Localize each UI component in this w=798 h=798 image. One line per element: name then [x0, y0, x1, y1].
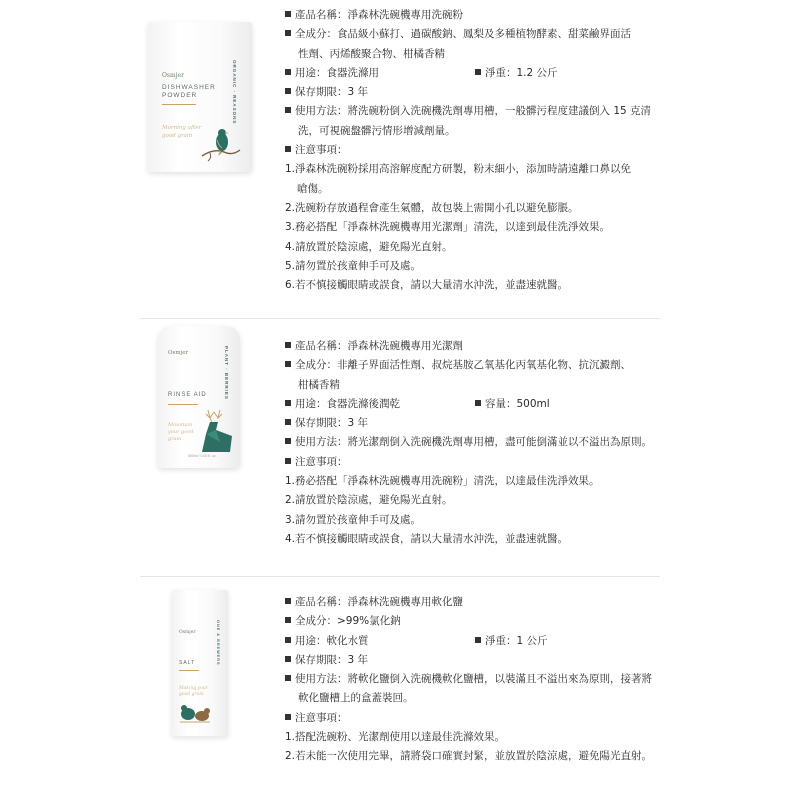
bullet-square-icon: [285, 400, 291, 406]
package-product-name: DISHWASHER POWDER: [162, 84, 216, 100]
ingredients-row: 全成分：>99%氯化鈉: [285, 612, 652, 631]
section-divider: [140, 318, 660, 319]
note-item: 5.請勿置於孩童伸手可及處。: [285, 259, 422, 272]
package-vertical-text: PLANT ⋅ BERRIES: [224, 346, 229, 400]
bullet-square-icon: [285, 361, 291, 367]
bullet-square-icon: [285, 675, 291, 681]
note-item: 1.淨森林洗碗粉採用高溶解度配方研製，粉末細小，添加時請遠離口鼻以免: [285, 163, 632, 176]
package-script-text: Mountain your good grain: [168, 422, 194, 442]
shelf-life-row: 保存期限：3 年: [285, 651, 652, 670]
bullet-square-icon: [475, 400, 481, 406]
bullet-square-icon: [475, 637, 481, 643]
package-brand: Osmjer: [179, 630, 196, 635]
ingredients-row-cont: 性劑、丙烯酸聚合物、柑橘香精: [298, 47, 445, 60]
bullet-square-icon: [285, 30, 291, 36]
package-brand: Osmjer: [162, 72, 184, 79]
ingredients-row: 全成分：非離子界面活性劑、叔烷基胺乙氧基化丙氧基化物、抗沉澱劑、: [285, 356, 652, 375]
notes-heading: 注意事項：: [285, 453, 652, 472]
bullet-square-icon: [285, 88, 291, 94]
note-item: 2.洗碗粉存放過程會產生氣體，故包裝上需開小孔以避免膨脹。: [285, 201, 579, 214]
package-product-name: SALT: [179, 660, 196, 666]
product-name-row: 產品名稱：淨森林洗碗機專用光潔劑: [285, 337, 652, 356]
section-divider: [140, 576, 660, 577]
shelf-life-row: 保存期限：3 年: [285, 83, 651, 102]
ingredients-row-cont: 柑橘香精: [298, 378, 340, 391]
note-item-cont: 嗆傷。: [297, 182, 329, 195]
note-item: 2.請放置於陰涼處，避免陽光直射。: [285, 494, 453, 507]
salt-package-image: [172, 590, 228, 736]
package-accent-line: [179, 670, 199, 671]
notes-heading: 注意事項：: [285, 709, 652, 728]
bullet-square-icon: [285, 458, 291, 464]
bullet-square-icon: [285, 342, 291, 348]
usage-volume-row: 用途：食器洗滌用 淨重：1.2 公斤: [285, 64, 651, 83]
usage-volume-row: 用途：軟化水質 淨重：1 公斤: [285, 632, 652, 651]
bullet-square-icon: [285, 598, 291, 604]
package-accent-line: [162, 104, 196, 105]
salt-details: [285, 593, 652, 767]
note-item: 6.若不慎接觸眼睛或誤食，請以大量清水沖洗，並盡速就醫。: [285, 279, 569, 292]
bullet-square-icon: [285, 617, 291, 623]
product-name-row: 產品名稱：淨森林洗碗機專用洗碗粉: [285, 6, 651, 25]
rinse-aid-package-image: [158, 326, 240, 468]
bullet-square-icon: [285, 637, 291, 643]
package-script-text: Morning after good grain: [162, 125, 202, 139]
bird-illustration-icon: [200, 126, 242, 162]
note-item: 2.若未能一次使用完畢，請將袋口確實封緊，並放置於陰涼處，避免陽光直射。: [285, 750, 653, 763]
usage-volume-row: 用途：食器洗滌後潤乾 容量：500ml: [285, 395, 652, 414]
package-vertical-text: ONE & BREWERS: [216, 620, 220, 666]
method-row: 使用方法：將洗碗粉倒入洗碗機洗劑專用槽，一般髒污程度建議倒入 15 克清: [285, 102, 651, 121]
note-item: 1.務必搭配「淨森林洗碗機專用洗碗粉」清洗，以達最佳洗淨效果。: [285, 475, 600, 488]
bullet-square-icon: [285, 419, 291, 425]
rinse-aid-details: [285, 337, 652, 549]
method-row: 使用方法：將軟化鹽倒入洗碗機軟化鹽槽，以裝滿且不溢出來為原則，接著將: [285, 670, 652, 689]
deer-illustration-icon: [194, 408, 238, 454]
bullet-square-icon: [285, 146, 291, 152]
note-item: 3.請勿置於孩童伸手可及處。: [285, 513, 422, 526]
package-vertical-text: ORGANIC ⋅ REASONS: [232, 60, 237, 125]
note-item: 3.務必搭配「淨森林洗碗機專用光潔劑」清洗，以達到最佳洗淨效果。: [285, 221, 611, 234]
bullet-square-icon: [285, 656, 291, 662]
note-item: 1.搭配洗碗粉、光潔劑使用以達最佳洗滌效果。: [285, 731, 506, 744]
dishwasher-powder-details: [285, 6, 651, 295]
bullet-square-icon: [285, 107, 291, 113]
note-item: 4.請放置於陰涼處，避免陽光直射。: [285, 240, 453, 253]
product-name-row: 產品名稱：淨森林洗碗機專用軟化鹽: [285, 593, 652, 612]
bullet-square-icon: [285, 438, 291, 444]
dishwasher-powder-package-image: [148, 22, 252, 172]
ingredients-row: 全成分：食品級小蘇打、過碳酸鈉、鳳梨及多種植物酵素、甜菜鹼界面活: [285, 25, 651, 44]
note-item: 4.若不慎接觸眼睛或誤食，請以大量清水沖洗，並盡速就醫。: [285, 532, 569, 545]
package-accent-line: [168, 404, 198, 405]
package-brand: Osmjer: [168, 350, 189, 356]
bullet-square-icon: [285, 11, 291, 17]
bullet-square-icon: [285, 69, 291, 75]
method-row-cont: 軟化鹽槽上的盒蓋裝回。: [298, 692, 414, 705]
package-script-text: Making your good grain: [179, 686, 208, 697]
notes-heading: 注意事項：: [285, 141, 651, 160]
method-row: 使用方法：將光潔劑倒入洗碗機洗劑專用槽，盡可能倒滿並以不溢出為原則。: [285, 433, 652, 452]
package-net-volume: 500ml / 0.00 fl. oz.: [188, 454, 217, 458]
method-row-cont: 洗，可視碗盤髒污情形增減劑量。: [298, 124, 456, 137]
bullet-square-icon: [475, 69, 481, 75]
animals-illustration-icon: [178, 698, 212, 724]
shelf-life-row: 保存期限：3 年: [285, 414, 652, 433]
bullet-square-icon: [285, 714, 291, 720]
package-product-name: RINSE AID: [168, 392, 207, 398]
